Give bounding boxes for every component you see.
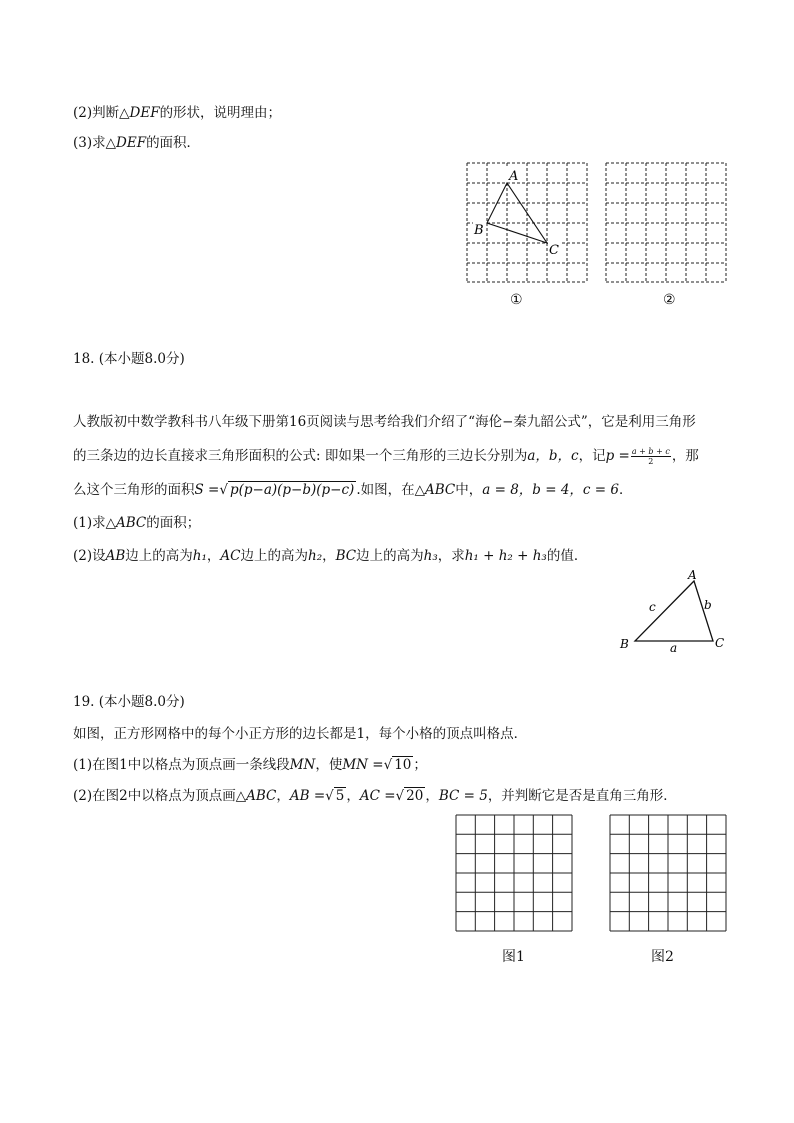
q18-fraction — [631, 447, 671, 466]
q19-part1-pre: (1)在图1中以格点为顶点画一条线段 — [73, 757, 290, 773]
triangle-abc — [487, 183, 547, 243]
q18-intro3-mid2: 中， — [455, 482, 483, 498]
q19-part1-mid: ，使 — [315, 757, 343, 773]
triangle-symbol: △ — [105, 135, 117, 151]
q17-part2 — [73, 103, 281, 123]
q19-part2: (2)在图2中以格点为顶点画△ABC，AB =√ 5 ，AC =√ 20 ，BC = 5，并判断它是否是直角三角形． — [73, 788, 677, 804]
q18-part2-e: ， — [322, 548, 336, 564]
q19-part2-pre: (2)在图2中以格点为顶点画 — [73, 788, 236, 804]
q19-part1: (1)在图1中以格点为顶点画一条线段MN，使MN =√ 10 ； — [73, 757, 427, 773]
q18-side-values: a = 8，b = 4，c = 6 — [482, 482, 619, 498]
q18-intro2-post: ，那 — [671, 448, 699, 464]
q18-h1: h₁ — [192, 548, 207, 564]
q19-part2-post: ，并判断它是否是直角三角形． — [487, 788, 677, 804]
q17-part2-pre: (2)判断 — [73, 105, 120, 121]
q17-part2-name: DEF — [129, 105, 160, 121]
q18-h2: h₂ — [308, 548, 323, 564]
q18-triangle-figure — [616, 566, 732, 658]
q18-intro3-end: ． — [618, 482, 633, 498]
q19-bc: BC = 5 — [438, 788, 488, 804]
q18-intro3-mid: .如图，在 — [356, 482, 415, 498]
q18-intro-line2 — [73, 446, 699, 466]
q18-part2-c: ， — [206, 548, 221, 564]
q19-ac: AC = — [359, 788, 396, 804]
q19-mn-eq: MN = — [342, 757, 384, 773]
q19-grid-figure-1 — [455, 814, 575, 934]
q19-sqrt5: 5 — [335, 788, 345, 804]
comma: ， — [276, 788, 290, 804]
q18-h3: h₃ — [423, 548, 438, 564]
vertex-c: C — [715, 636, 725, 650]
q17-part3-post: 的面积． — [146, 135, 201, 151]
q18-part2-b: 边上的高为 — [125, 548, 193, 564]
side-b: b — [704, 598, 712, 612]
q18-intro3-pre: 么这个三角形的面积 — [73, 482, 195, 498]
q18-part2-h: 的值． — [546, 548, 588, 564]
vertex-a: A — [688, 568, 697, 582]
vertex-b: B — [620, 637, 629, 651]
fraction-numerator: a + b + c — [631, 447, 670, 456]
q18-intro2-mid: ，记 — [578, 448, 606, 464]
q18-side-vars: a，b，c — [527, 448, 579, 464]
q18-triangle-name: △ABC — [414, 482, 456, 498]
q19-ab: AB = — [289, 788, 326, 804]
label-c: C — [549, 243, 559, 258]
q18-intro2-pre: 的三条边的边长直接求三角形面积的公式: 即如果一个三角形的三边长分别为 — [73, 448, 528, 464]
q18-part1-post: 的面积； — [146, 515, 201, 531]
triangle-symbol: △ — [119, 105, 130, 121]
q18-intro-line1: 人教版初中数学教科书八年级下册第16页阅读与思考给我们介绍了“海伦−秦九韶公式”，它是利用三角形 — [73, 414, 696, 430]
q18-header: 18. (本小题8.0分) — [73, 351, 185, 367]
q19-grid-figure-2 — [609, 814, 729, 934]
q19-sqrt10: 10 — [394, 757, 412, 773]
q17-fig2-caption: ② — [663, 292, 676, 308]
q17-fig1-caption: ① — [510, 292, 523, 308]
q18-part1-tri: △ABC — [105, 515, 147, 531]
fraction-denominator: 2 — [648, 457, 654, 466]
q19-intro: 如图，正方形网格中的每个小正方形的边长都是1，每个小格的顶点叫格点． — [73, 726, 528, 742]
comma: ， — [346, 788, 360, 804]
q17-part2-post: 的形状，说明理由； — [159, 105, 282, 121]
q18-part2-f: 边上的高为 — [356, 548, 424, 564]
q19-mn: MN — [289, 757, 316, 773]
q19-fig2-caption: 图2 — [651, 949, 674, 965]
comma: ， — [425, 788, 439, 804]
q18-ac: AC — [220, 548, 241, 564]
dashed-grid — [606, 163, 726, 282]
q18-p-symbol: p = — [605, 448, 630, 464]
q18-part1-pre: (1)求 — [73, 515, 106, 531]
q18-part1 — [73, 513, 200, 533]
q18-ab: AB — [105, 548, 126, 564]
q17-part3 — [73, 133, 200, 153]
q18-part2-a: (2)设 — [73, 548, 106, 564]
q17-part3-name: DEF — [116, 135, 147, 151]
q19-sqrt20: 20 — [406, 788, 424, 804]
label-b: B — [474, 223, 484, 238]
q17-figure-1 — [466, 162, 590, 284]
q19-fig1-caption: 图1 — [502, 949, 525, 965]
q18-heron-radicand: p(p−a)(p−b)(p−c) — [229, 482, 355, 498]
triangle-abc — [635, 581, 713, 641]
q17-figure-2 — [605, 162, 729, 284]
q19-tri: △ABC — [235, 788, 277, 804]
side-c: c — [649, 600, 656, 614]
q18-part2-g: ，求 — [437, 548, 465, 564]
q18-intro-line3: 么这个三角形的面积S =√ p(p−a)(p−b)(p−c) .如图，在△ABC中，a = 8，b = 4，c = 6． — [73, 482, 633, 498]
q18-part2-d: 边上的高为 — [240, 548, 308, 564]
q18-bc: BC — [335, 548, 357, 564]
q19-header: 19. (本小题8.0分) — [73, 694, 185, 710]
q19-part1-post: ； — [413, 757, 427, 773]
side-a: a — [670, 641, 678, 655]
q18-s-symbol: S = — [194, 482, 220, 498]
q18-sum: h₁ + h₂ + h₃ — [464, 548, 547, 564]
q18-part2 — [73, 546, 587, 566]
q17-part3-pre: (3)求 — [73, 135, 106, 151]
label-a: A — [509, 169, 519, 184]
